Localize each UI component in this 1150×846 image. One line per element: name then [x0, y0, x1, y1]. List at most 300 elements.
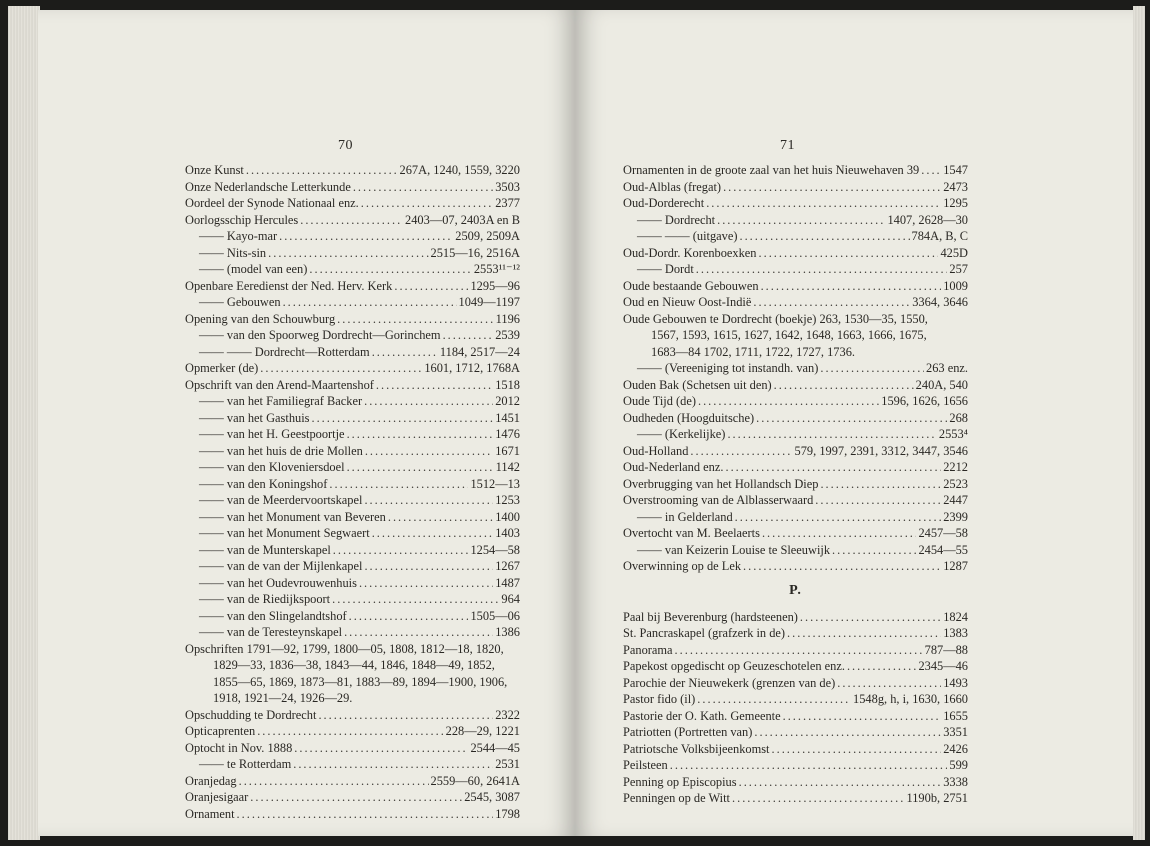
- index-entry-label: —— Nits-sin: [199, 245, 267, 260]
- dot-leader: [388, 509, 493, 526]
- index-entry-reference: 1824: [943, 609, 968, 624]
- index-entry: [185, 492, 520, 509]
- index-entry: [623, 609, 968, 626]
- index-entry-reference: 1518: [495, 377, 520, 392]
- index-entry-label: —— van het Monument Segwaert: [199, 526, 370, 540]
- index-entry-label: St. Pancraskapel (grafzerk in de): [623, 626, 786, 640]
- index-list-left: [185, 162, 520, 822]
- index-entry: [185, 228, 520, 245]
- index-entry-label: 1829—33, 1836—38, 1843—44, 1846, 1848—49, 1852,: [213, 658, 495, 672]
- index-entry-label: —— van Keizerin Louise te Sleeuwijk: [637, 542, 831, 557]
- index-entry-label: Oude Tijd (de): [623, 394, 696, 408]
- index-entry-label: —— van de Teresteynskapel: [199, 625, 343, 639]
- index-entry: [623, 774, 968, 791]
- index-entry: [185, 707, 520, 724]
- index-entry-label: Paal bij Beverenburg (hardsteenen): [623, 609, 798, 624]
- dot-leader: [318, 707, 493, 724]
- dot-leader: [364, 393, 493, 410]
- page-number-left: 70: [338, 138, 353, 153]
- index-entry-label: Peilsteen: [623, 758, 668, 772]
- dot-leader: [723, 179, 941, 196]
- index-entry-reference: 1253: [495, 493, 520, 507]
- dot-leader: [815, 492, 941, 509]
- dot-leader: [365, 443, 493, 460]
- index-entry-label: Oude Gebouwen te Dordrecht (boekje) 263, 1530—35, 1550,: [623, 311, 928, 326]
- dot-leader: [772, 741, 942, 758]
- index-entry-label: 1683—84 1702, 1711, 1722, 1727, 1736.: [651, 344, 855, 359]
- dot-leader: [364, 492, 493, 509]
- index-entry-reference: 1295: [943, 196, 968, 210]
- index-entry-reference: 1295—96: [470, 278, 520, 293]
- dot-leader: [732, 790, 905, 807]
- index-entry-label: Openbare Eeredienst der Ned. Herv. Kerk: [185, 278, 393, 293]
- index-entry: [623, 509, 968, 526]
- dot-leader: [725, 459, 941, 476]
- index-entry: [623, 525, 968, 542]
- index-entry-label: 1567, 1593, 1615, 1627, 1642, 1648, 1663, 1666, 1675,: [651, 328, 927, 342]
- index-entry-reference: 1596, 1626, 1656: [881, 394, 968, 408]
- index-entry: [185, 212, 520, 229]
- index-entry-label: 1855—65, 1869, 1873—81, 1883—89, 1894—1900, 1906,: [213, 674, 508, 689]
- dot-leader: [372, 525, 494, 542]
- index-entry-reference: 2553⁴: [938, 427, 968, 441]
- dot-leader: [739, 774, 942, 791]
- dot-leader: [727, 426, 936, 443]
- index-entry-reference: 228—29, 1221: [445, 724, 520, 738]
- index-entry-reference: 964: [501, 592, 520, 606]
- index-entry: [185, 558, 520, 575]
- index-entry: [623, 228, 968, 245]
- index-entry-reference: 425D: [940, 245, 968, 260]
- index-entry-reference: 1487: [495, 575, 520, 590]
- index-entry-label: Oud-Dordr. Korenboexken: [623, 245, 757, 260]
- index-entry-label: Oranjedag: [185, 773, 237, 788]
- index-entry: [185, 179, 520, 196]
- index-entry-label: Oordeel der Synode Nationaal enz.: [185, 196, 359, 210]
- dot-leader: [762, 525, 916, 542]
- dot-leader: [675, 642, 923, 659]
- index-entry: [185, 393, 520, 410]
- index-entry-reference: 240A, 540: [915, 377, 968, 392]
- index-section-p: [623, 609, 968, 807]
- index-entry-reference: 1049—1197: [458, 295, 520, 309]
- index-entry-label: Oud-Holland: [623, 443, 689, 458]
- index-entry-reference: 257: [949, 262, 968, 276]
- dot-leader: [774, 377, 914, 394]
- index-entry-label: —— van het Familiegraf Backer: [199, 394, 363, 408]
- index-entry: [185, 344, 520, 361]
- index-entry-reference: 1548g, h, i, 1630, 1660: [853, 692, 968, 706]
- index-entry: [623, 658, 968, 675]
- dot-leader: [820, 360, 924, 377]
- index-entry-label: Overbrugging van het Hollandsch Diep: [623, 476, 819, 491]
- index-entry: [185, 657, 520, 674]
- dot-leader: [260, 360, 422, 377]
- index-entry: [623, 757, 968, 774]
- dot-leader: [832, 542, 916, 559]
- index-entry-label: Patriotsche Volksbijeenkomst: [623, 741, 770, 756]
- index-entry: [185, 756, 520, 773]
- index-entry-reference: 1267: [495, 559, 520, 573]
- index-entry: [623, 195, 968, 212]
- dot-leader: [698, 393, 879, 410]
- index-entry: [185, 261, 520, 278]
- index-entry: [185, 641, 520, 658]
- index-entry-label: —— Dordrecht: [637, 212, 716, 227]
- index-entry: [185, 426, 520, 443]
- index-entry: [185, 591, 520, 608]
- index-entry-label: Oud-Alblas (fregat): [623, 179, 722, 194]
- left-page: [38, 10, 575, 836]
- index-entry-reference: 1383: [943, 626, 968, 640]
- index-entry-label: Onze Kunst: [185, 163, 244, 177]
- index-entry-label: —— van de van der Mijlenkapel: [199, 559, 363, 573]
- index-entry: [623, 212, 968, 229]
- index-entry-reference: 2345—46: [918, 659, 968, 673]
- index-entry-reference: 2473: [943, 179, 968, 194]
- right-page: [575, 10, 1135, 836]
- index-entry-label: Penning op Episcopius: [623, 774, 737, 789]
- dot-leader: [333, 542, 469, 559]
- dot-leader: [294, 740, 468, 757]
- index-entry-label: —— te Rotterdam: [199, 757, 292, 771]
- dot-leader: [361, 195, 493, 212]
- index-entry-label: —— (Vereeniging tot instandh. van): [637, 361, 819, 375]
- index-entry-label: Oud-Nederland enz.: [623, 460, 724, 474]
- dot-leader: [300, 212, 403, 229]
- index-entry-label: —— van het Monument van Beveren: [199, 509, 386, 524]
- index-entry-label: Opening van den Schouwburg: [185, 311, 336, 326]
- dot-leader: [353, 179, 493, 196]
- dot-leader: [743, 558, 941, 575]
- dot-leader: [837, 675, 941, 692]
- index-entry-label: Ornament: [185, 806, 235, 821]
- dot-leader: [800, 609, 941, 626]
- index-entry-label: Parochie der Nieuwekerk (grenzen van de): [623, 675, 836, 690]
- index-entry: [185, 443, 520, 460]
- index-entry-label: —— van de Munterskapel: [199, 542, 331, 557]
- index-entry-label: Penningen op de Witt: [623, 791, 730, 805]
- index-entry-reference: 2509, 2509A: [455, 229, 520, 243]
- index-entry-label: —— van het Oudevrouwenhuis: [199, 575, 357, 590]
- dot-leader: [337, 311, 494, 328]
- index-entry: [185, 377, 520, 394]
- book-page-edges-right: [1133, 6, 1145, 840]
- dot-leader: [246, 162, 398, 179]
- index-entry-reference: 2531: [495, 757, 520, 771]
- index-entry-label: —— van de Meerdervoortskapel: [199, 493, 363, 507]
- index-entry-label: Overstrooming van de Alblasserwaard: [623, 493, 814, 507]
- index-entry-label: Pastorie der O. Kath. Gemeente: [623, 708, 781, 723]
- index-entry-reference: 2426: [943, 741, 968, 756]
- dot-leader: [759, 245, 939, 262]
- index-entry-reference: 1196: [495, 311, 520, 326]
- index-entry-label: Optocht in Nov. 1888: [185, 740, 293, 755]
- index-entry-label: Ouden Bak (Schetsen uit den): [623, 377, 772, 392]
- index-entry-reference: 1451: [495, 410, 520, 425]
- index-entry: [185, 723, 520, 740]
- index-entry-label: —— in Gelderland: [637, 509, 733, 524]
- index-entry: [623, 675, 968, 692]
- dot-leader: [364, 558, 493, 575]
- index-entry-reference: 2403—07, 2403A en B: [405, 212, 520, 227]
- dot-leader: [690, 443, 792, 460]
- index-entry-label: Overtocht van M. Beelaerts: [623, 526, 760, 540]
- index-entry-reference: 2399: [943, 509, 968, 524]
- index-entry: [185, 773, 520, 790]
- index-entry-reference: 1407, 2628—30: [887, 212, 968, 227]
- dot-leader: [359, 575, 493, 592]
- index-entry-label: Oud-Dorderecht: [623, 196, 705, 210]
- index-entry: [185, 806, 520, 823]
- index-entry-label: —— Kayo-mar: [199, 229, 278, 243]
- index-entry-label: Oranjesigaar: [185, 790, 249, 804]
- index-entry-reference: 1386: [495, 625, 520, 639]
- index-entry: [623, 476, 968, 493]
- index-entry: [185, 195, 520, 212]
- index-entry: [623, 724, 968, 741]
- index-entry: [623, 360, 968, 377]
- index-entry-reference: 2553¹¹⁻¹²: [473, 262, 520, 276]
- index-entry-reference: 2012: [495, 394, 520, 408]
- index-entry-reference: 1493: [943, 675, 968, 690]
- index-entry: [623, 294, 968, 311]
- dot-leader: [372, 344, 438, 361]
- dot-leader: [279, 228, 453, 245]
- index-entry-reference: 1009: [943, 278, 968, 293]
- index-entry-label: —— (model van een): [199, 262, 308, 276]
- dot-leader: [347, 426, 494, 443]
- index-entry-reference: 1601, 1712, 1768A: [424, 361, 520, 375]
- index-entry: [623, 410, 968, 427]
- index-entry: [185, 575, 520, 592]
- dot-leader: [394, 278, 468, 295]
- dot-leader: [753, 294, 910, 311]
- index-entry-reference: 2454—55: [918, 542, 968, 557]
- index-entry: [185, 162, 520, 179]
- index-entry-label: —— van den Slingelandtshof: [199, 608, 347, 623]
- index-entry: [623, 344, 968, 361]
- index-entry: [185, 525, 520, 542]
- index-entry-reference: 268: [949, 410, 968, 425]
- index-entry-label: Patriotten (Portretten van): [623, 725, 753, 739]
- dot-leader: [344, 624, 493, 641]
- dot-leader: [756, 410, 947, 427]
- index-entry-label: Papekost opgedischt op Geuzeschotelen enz.: [623, 659, 845, 673]
- index-entry-reference: 2559—60, 2641A: [430, 773, 520, 788]
- index-entry-reference: 3503: [495, 179, 520, 194]
- index-entry-reference: 2523: [943, 476, 968, 491]
- index-entry-reference: 1798: [495, 806, 520, 821]
- dot-leader: [349, 608, 469, 625]
- index-entry-reference: 1671: [495, 443, 520, 458]
- dot-leader: [376, 377, 493, 394]
- index-entry-reference: 2322: [495, 707, 520, 722]
- index-entry: [623, 443, 968, 460]
- index-entry-reference: 2515—16, 2516A: [430, 245, 520, 260]
- index-entry: [185, 294, 520, 311]
- index-entry-reference: 579, 1997, 2391, 3312, 3447, 3546: [794, 443, 968, 458]
- index-entry: [623, 162, 968, 179]
- index-entry-reference: 1403: [495, 526, 520, 540]
- index-entry-reference: 3364, 3646: [912, 295, 968, 309]
- index-entry-reference: 1400: [495, 509, 520, 524]
- index-entry-label: Pastor fido (il): [623, 692, 696, 706]
- dot-leader: [670, 757, 948, 774]
- index-entry-label: Oorlogsschip Hercules: [185, 212, 299, 227]
- index-entry-label: Opschrift van den Arend-Maartenshof: [185, 377, 374, 392]
- index-entry: [185, 624, 520, 641]
- index-entry-label: —— van het Gasthuis: [199, 410, 310, 425]
- index-entry: [185, 327, 520, 344]
- dot-leader: [921, 162, 941, 179]
- index-entry-reference: 2545, 3087: [464, 790, 520, 804]
- index-entry-reference: 2377: [495, 196, 520, 210]
- dot-leader: [443, 327, 494, 344]
- dot-leader: [250, 789, 462, 806]
- index-entry-reference: 1184, 2517—24: [439, 344, 520, 359]
- index-entry-reference: 263 enz.: [926, 361, 968, 375]
- index-entry-label: —— —— Dordrecht—Rotterdam: [199, 344, 370, 359]
- dot-leader: [329, 476, 468, 493]
- index-entry: [623, 542, 968, 559]
- dot-leader: [696, 261, 948, 278]
- index-entry-reference: 1142: [495, 460, 520, 474]
- index-entry-reference: 1655: [943, 708, 968, 723]
- book-page-edges-left: [8, 6, 40, 840]
- index-entry: [623, 625, 968, 642]
- index-entry: [185, 311, 520, 328]
- index-entry-label: Panorama: [623, 642, 673, 657]
- index-entry-label: —— van het H. Geestpoortje: [199, 427, 345, 441]
- dot-leader: [847, 658, 917, 675]
- index-entry: [623, 492, 968, 509]
- index-entry: [185, 410, 520, 427]
- index-entry-label: Opschudding te Dordrecht: [185, 707, 317, 722]
- dot-leader: [309, 261, 471, 278]
- dot-leader: [754, 724, 941, 741]
- dot-leader: [237, 806, 494, 823]
- index-entry: [185, 459, 520, 476]
- index-entry-reference: 1190b, 2751: [906, 791, 968, 805]
- index-entry-reference: 1547: [943, 163, 968, 177]
- index-entry-label: —— (Kerkelijke): [637, 427, 726, 441]
- index-entry: [623, 426, 968, 443]
- dot-leader: [735, 509, 942, 526]
- dot-leader: [739, 228, 909, 245]
- dot-leader: [717, 212, 885, 229]
- index-entry-reference: 2212: [943, 460, 968, 474]
- index-entry: [623, 261, 968, 278]
- index-list-right: [623, 162, 968, 807]
- index-entry: [185, 740, 520, 757]
- dot-leader: [761, 278, 942, 295]
- dot-leader: [332, 591, 499, 608]
- index-entry-label: —— —— (uitgave): [637, 229, 738, 243]
- index-entry-label: Onze Nederlandsche Letterkunde: [185, 179, 351, 194]
- index-entry: [185, 476, 520, 493]
- index-entry: [623, 691, 968, 708]
- dot-leader: [239, 773, 429, 790]
- index-entry: [623, 278, 968, 295]
- dot-leader: [268, 245, 428, 262]
- index-entry: [185, 509, 520, 526]
- index-entry-reference: 1512—13: [470, 476, 520, 491]
- index-entry-reference: 3338: [943, 774, 968, 789]
- index-entry-reference: 267A, 1240, 1559, 3220: [399, 163, 520, 177]
- index-entry-label: Ornamenten in de groote zaal van het huis Nieuwehaven 39: [623, 163, 920, 177]
- index-entry-reference: 1505—06: [470, 608, 520, 623]
- index-entry-label: —— van den Kloveniersdoel: [199, 460, 345, 474]
- dot-leader: [283, 294, 457, 311]
- index-entry: [185, 789, 520, 806]
- dot-leader: [311, 410, 493, 427]
- index-entry: [185, 542, 520, 559]
- index-entry: [623, 327, 968, 344]
- index-entry-reference: 787—88: [924, 642, 968, 657]
- dot-leader: [783, 708, 942, 725]
- index-entry: [185, 360, 520, 377]
- index-entry-label: —— van den Koningshof: [199, 476, 328, 491]
- index-section-o: [623, 162, 968, 575]
- index-entry: [623, 459, 968, 476]
- index-entry-label: —— van het huis de drie Mollen: [199, 443, 363, 458]
- section-letter-p: P.: [789, 582, 802, 598]
- index-entry: [185, 674, 520, 691]
- index-entry: [185, 608, 520, 625]
- index-entry-label: —— Gebouwen: [199, 295, 281, 309]
- dot-leader: [293, 756, 493, 773]
- index-entry-reference: 784A, B, C: [911, 229, 968, 243]
- page-number-right: 71: [780, 138, 795, 153]
- index-entry-label: Overwinning op de Lek: [623, 559, 742, 573]
- index-entry-label: Oud en Nieuw Oost-Indië: [623, 295, 752, 309]
- index-entry: [623, 790, 968, 807]
- index-entry-reference: 2447: [943, 493, 968, 507]
- index-entry-label: Oude bestaande Gebouwen: [623, 278, 759, 293]
- index-entry: [623, 311, 968, 328]
- index-entry-reference: 599: [949, 758, 968, 772]
- dot-leader: [706, 195, 941, 212]
- index-entry: [623, 377, 968, 394]
- dot-leader: [787, 625, 941, 642]
- index-entry-label: Opticaprenten: [185, 724, 256, 738]
- index-entry: [623, 708, 968, 725]
- index-entry-label: Oudheden (Hoogduitsche): [623, 410, 755, 425]
- index-entry: [623, 741, 968, 758]
- index-entry-label: 1918, 1921—24, 1926—29.: [213, 691, 353, 705]
- dot-leader: [820, 476, 941, 493]
- index-entry-reference: 2539: [495, 328, 520, 342]
- index-entry-reference: 3351: [943, 725, 968, 739]
- dot-leader: [347, 459, 494, 476]
- index-entry: [185, 245, 520, 262]
- index-entry-label: Opmerker (de): [185, 361, 259, 375]
- index-entry: [623, 179, 968, 196]
- index-entry-reference: 1254—58: [470, 542, 520, 557]
- index-entry: [623, 642, 968, 659]
- dot-leader: [257, 723, 443, 740]
- index-entry-label: —— van den Spoorweg Dordrecht—Gorinchem: [199, 328, 441, 342]
- index-entry: [185, 690, 520, 707]
- dot-leader: [697, 691, 851, 708]
- index-entry-label: Opschriften 1791—92, 1799, 1800—05, 1808, 1812—18, 1820,: [185, 641, 504, 656]
- index-entry-reference: 2457—58: [918, 526, 968, 540]
- index-entry: [623, 558, 968, 575]
- index-entry-reference: 2544—45: [470, 740, 520, 755]
- index-entry: [623, 393, 968, 410]
- index-entry-label: —— Dordt: [637, 262, 694, 276]
